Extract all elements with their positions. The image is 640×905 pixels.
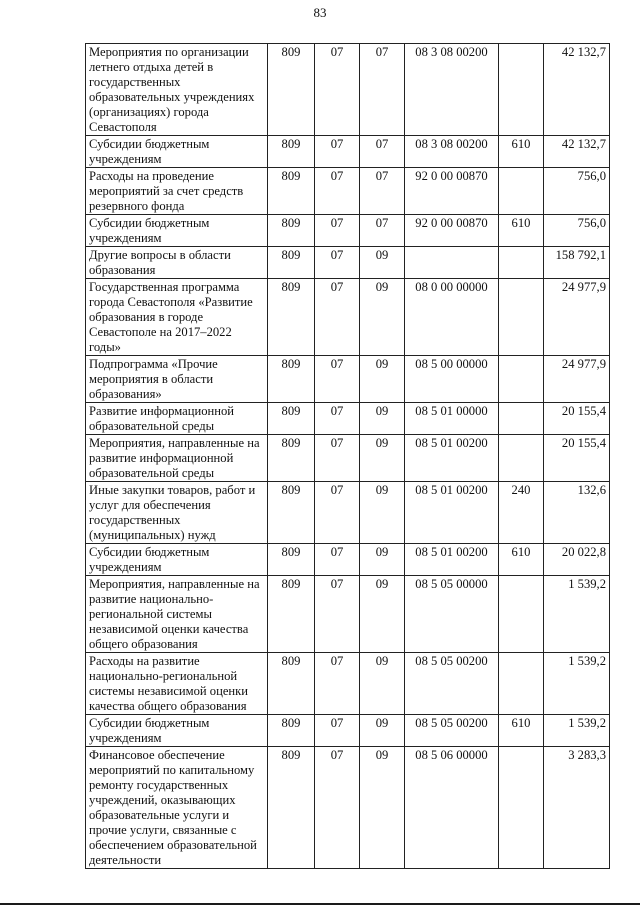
expense-type-cell [499, 247, 544, 279]
target-article-cell: 08 5 06 00000 [405, 747, 499, 869]
page-number: 83 [313, 5, 327, 20]
table-row [86, 747, 610, 869]
table-row [86, 576, 610, 653]
amount-cell: 20 022,8 [544, 544, 610, 576]
target-article-cell: 08 3 08 00200 [405, 44, 499, 136]
subsection-code-cell: 09 [360, 482, 405, 544]
table-row [86, 482, 610, 544]
expense-type-cell: 610 [499, 715, 544, 747]
expense-name-cell: Развитие информационной образовательной среды [86, 403, 268, 435]
ministry-code-cell: 809 [268, 435, 315, 482]
table-row [86, 44, 610, 136]
ministry-code-cell: 809 [268, 403, 315, 435]
section-code-cell: 07 [315, 544, 360, 576]
section-code-cell: 07 [315, 247, 360, 279]
subsection-code-cell: 09 [360, 653, 405, 715]
amount-cell: 1 539,2 [544, 576, 610, 653]
target-article-cell: 08 5 01 00200 [405, 482, 499, 544]
subsection-code-cell: 07 [360, 215, 405, 247]
amount-cell: 20 155,4 [544, 435, 610, 482]
amount-cell: 158 792,1 [544, 247, 610, 279]
ministry-code-cell: 809 [268, 44, 315, 136]
expense-type-cell [499, 747, 544, 869]
table-row [86, 136, 610, 168]
subsection-code-cell: 09 [360, 544, 405, 576]
subsection-code-cell: 09 [360, 435, 405, 482]
ministry-code-cell: 809 [268, 544, 315, 576]
amount-cell: 1 539,2 [544, 653, 610, 715]
target-article-cell: 08 5 05 00200 [405, 653, 499, 715]
amount-cell: 756,0 [544, 168, 610, 215]
table-row [86, 215, 610, 247]
ministry-code-cell: 809 [268, 279, 315, 356]
amount-cell: 1 539,2 [544, 715, 610, 747]
expense-name-cell: Субсидии бюджетным учреждениям [86, 715, 268, 747]
section-code-cell: 07 [315, 715, 360, 747]
ministry-code-cell: 809 [268, 747, 315, 869]
expense-type-cell: 610 [499, 215, 544, 247]
section-code-cell: 07 [315, 168, 360, 215]
subsection-code-cell: 09 [360, 403, 405, 435]
table-row [86, 356, 610, 403]
expense-type-cell: 240 [499, 482, 544, 544]
section-code-cell: 07 [315, 747, 360, 869]
expense-type-cell [499, 576, 544, 653]
section-code-cell: 07 [315, 136, 360, 168]
section-code-cell: 07 [315, 482, 360, 544]
ministry-code-cell: 809 [268, 653, 315, 715]
subsection-code-cell: 09 [360, 576, 405, 653]
expense-name-cell: Подпрограмма «Прочие мероприятия в области образования» [86, 356, 268, 403]
table-row [86, 403, 610, 435]
subsection-code-cell: 09 [360, 356, 405, 403]
budget-table [85, 43, 610, 869]
target-article-cell: 08 5 01 00200 [405, 544, 499, 576]
expense-type-cell [499, 403, 544, 435]
table-body [86, 44, 610, 869]
target-article-cell: 08 3 08 00200 [405, 136, 499, 168]
target-article-cell: 08 5 01 00000 [405, 403, 499, 435]
expense-type-cell [499, 653, 544, 715]
subsection-code-cell: 09 [360, 747, 405, 869]
section-code-cell: 07 [315, 356, 360, 403]
expense-type-cell: 610 [499, 136, 544, 168]
section-code-cell: 07 [315, 403, 360, 435]
expense-type-cell [499, 356, 544, 403]
table-row [86, 715, 610, 747]
ministry-code-cell: 809 [268, 356, 315, 403]
target-article-cell: 08 5 00 00000 [405, 356, 499, 403]
section-code-cell: 07 [315, 653, 360, 715]
section-code-cell: 07 [315, 44, 360, 136]
expense-type-cell [499, 279, 544, 356]
table-row [86, 279, 610, 356]
expense-name-cell: Субсидии бюджетным учреждениям [86, 215, 268, 247]
expense-type-cell: 610 [499, 544, 544, 576]
expense-type-cell [499, 435, 544, 482]
table-row [86, 247, 610, 279]
amount-cell: 132,6 [544, 482, 610, 544]
amount-cell: 3 283,3 [544, 747, 610, 869]
ministry-code-cell: 809 [268, 715, 315, 747]
target-article-cell: 08 0 00 00000 [405, 279, 499, 356]
table-row [86, 168, 610, 215]
ministry-code-cell: 809 [268, 215, 315, 247]
ministry-code-cell: 809 [268, 168, 315, 215]
section-code-cell: 07 [315, 215, 360, 247]
target-article-cell: 08 5 01 00200 [405, 435, 499, 482]
expense-name-cell: Мероприятия, направленные на развитие информационной образовательной среды [86, 435, 268, 482]
amount-cell: 24 977,9 [544, 279, 610, 356]
expense-name-cell: Расходы на развитие национально-региональной системы независимой оценки качества общего образования [86, 653, 268, 715]
expense-name-cell: Мероприятия, направленные на развитие национально-региональной системы независимой оценки качества общего образования [86, 576, 268, 653]
amount-cell: 20 155,4 [544, 403, 610, 435]
subsection-code-cell: 09 [360, 247, 405, 279]
ministry-code-cell: 809 [268, 136, 315, 168]
section-code-cell: 07 [315, 576, 360, 653]
table-row [86, 435, 610, 482]
amount-cell: 24 977,9 [544, 356, 610, 403]
amount-cell: 42 132,7 [544, 44, 610, 136]
subsection-code-cell: 07 [360, 136, 405, 168]
target-article-cell [405, 247, 499, 279]
target-article-cell: 92 0 00 00870 [405, 168, 499, 215]
expense-name-cell: Субсидии бюджетным учреждениям [86, 136, 268, 168]
ministry-code-cell: 809 [268, 482, 315, 544]
expense-name-cell: Мероприятия по организации летнего отдыха детей в государственных образовательных учреждениях (организациях) города Севастополя [86, 44, 268, 136]
expense-type-cell [499, 44, 544, 136]
expense-name-cell: Субсидии бюджетным учреждениям [86, 544, 268, 576]
target-article-cell: 92 0 00 00870 [405, 215, 499, 247]
subsection-code-cell: 09 [360, 715, 405, 747]
amount-cell: 42 132,7 [544, 136, 610, 168]
subsection-code-cell: 07 [360, 44, 405, 136]
table-row [86, 544, 610, 576]
subsection-code-cell: 09 [360, 279, 405, 356]
expense-name-cell: Государственная программа города Севастополя «Развитие образования в городе Севастополе на 2017–2022 годы» [86, 279, 268, 356]
target-article-cell: 08 5 05 00200 [405, 715, 499, 747]
subsection-code-cell: 07 [360, 168, 405, 215]
ministry-code-cell: 809 [268, 247, 315, 279]
amount-cell: 756,0 [544, 215, 610, 247]
ministry-code-cell: 809 [268, 576, 315, 653]
expense-name-cell: Расходы на проведение мероприятий за счет средств резервного фонда [86, 168, 268, 215]
expense-type-cell [499, 168, 544, 215]
target-article-cell: 08 5 05 00000 [405, 576, 499, 653]
section-code-cell: 07 [315, 435, 360, 482]
expense-name-cell: Другие вопросы в области образования [86, 247, 268, 279]
expense-name-cell: Иные закупки товаров, работ и услуг для обеспечения государственных (муниципальных) нужд [86, 482, 268, 544]
table-row [86, 653, 610, 715]
expense-name-cell: Финансовое обеспечение мероприятий по капитальному ремонту государственных учреждений, оказывающих образовательные услуги и прочие услуги, связанные с обеспечением образовательной деятельности [86, 747, 268, 869]
section-code-cell: 07 [315, 279, 360, 356]
